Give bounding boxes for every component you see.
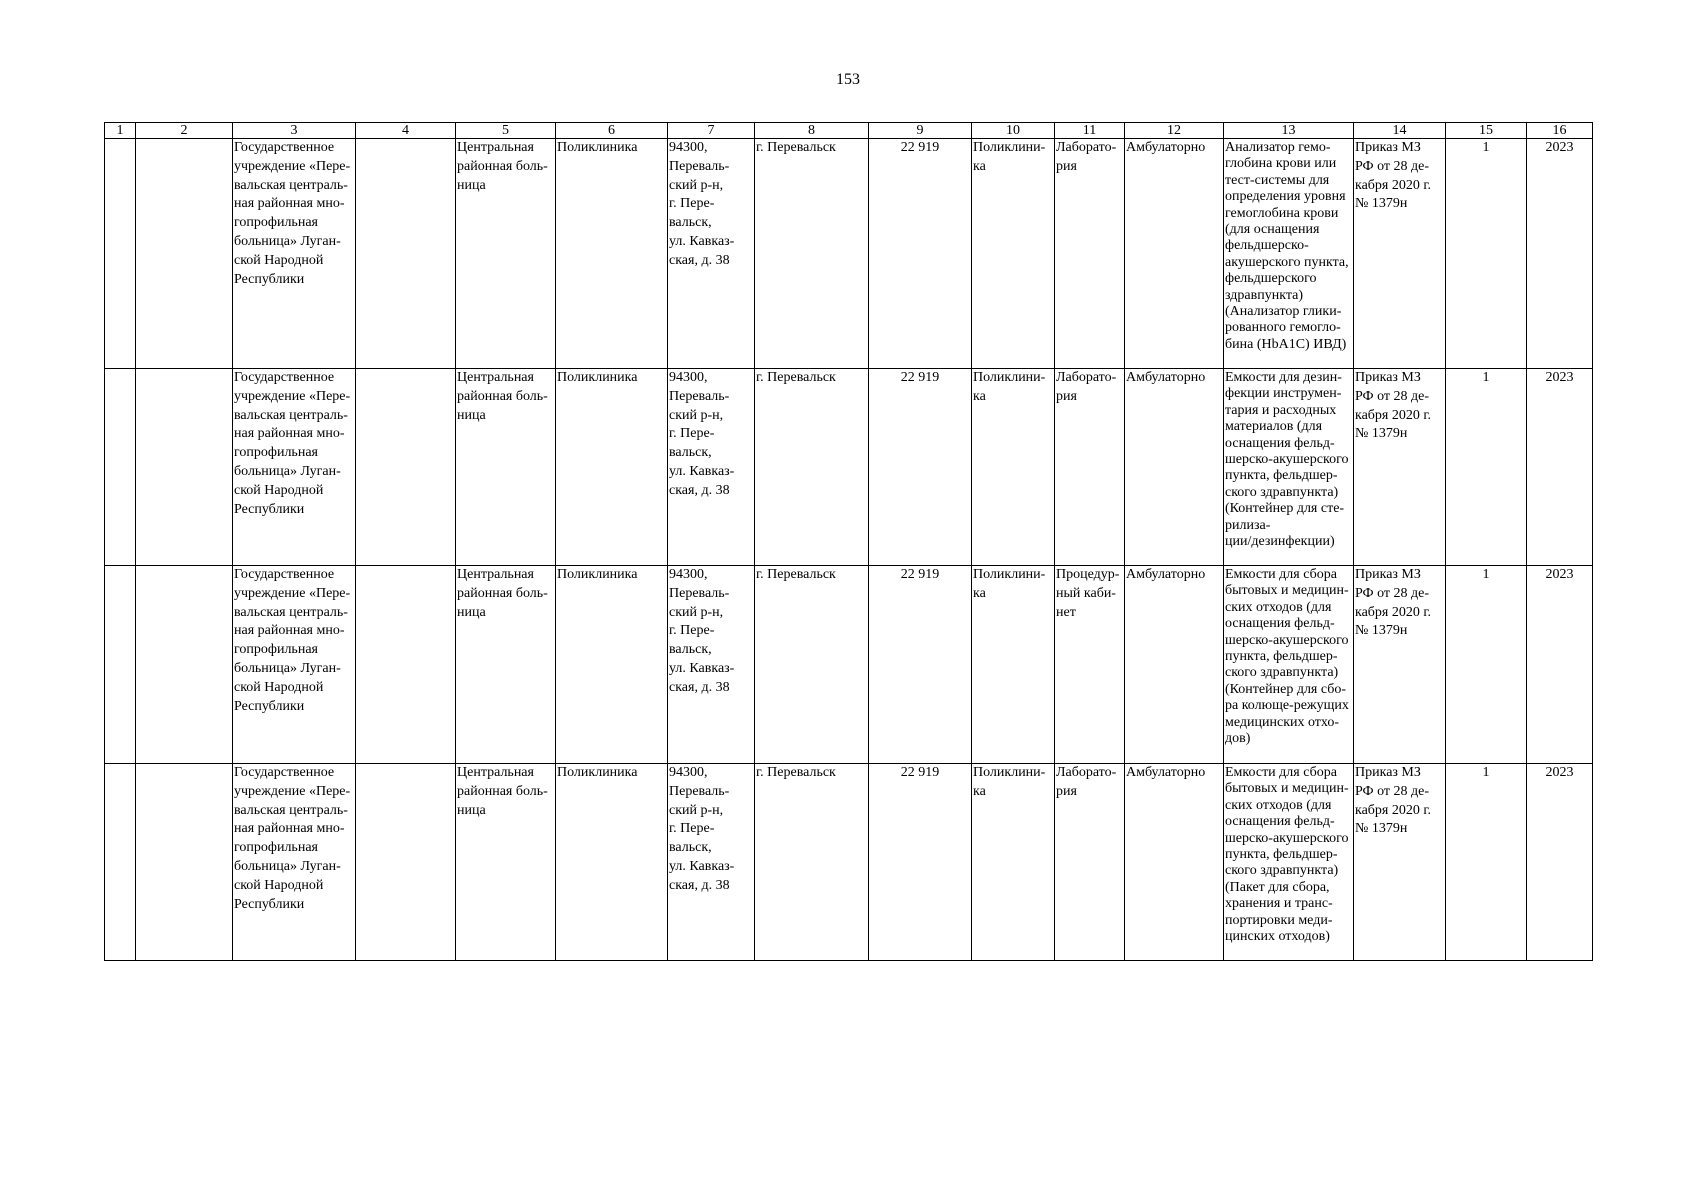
column-number-7: 7 <box>668 123 755 139</box>
order-reference-cell: Приказ МЗ РФ от 28 де- кабря 2020 г. № 1379н <box>1354 764 1446 961</box>
cell-col-4 <box>356 566 456 764</box>
year-cell: 2023 <box>1527 566 1593 764</box>
locality-cell: г. Перевальск <box>755 566 869 764</box>
table-row <box>105 566 1593 764</box>
column-number-14: 14 <box>1354 123 1446 139</box>
cell-col-1 <box>105 369 136 566</box>
care-mode-cell: Амбулаторно <box>1125 764 1224 961</box>
year-cell: 2023 <box>1527 764 1593 961</box>
cell-col-2 <box>136 764 233 961</box>
column-number-3: 3 <box>233 123 356 139</box>
population-cell: 22 919 <box>869 764 972 961</box>
department-cell: Поликлиника <box>556 369 668 566</box>
care-mode-cell: Амбулаторно <box>1125 566 1224 764</box>
room-cell: Процедур- ный каби- нет <box>1055 566 1125 764</box>
cell-col-2 <box>136 369 233 566</box>
cell-col-4 <box>356 369 456 566</box>
institution-name-cell: Государственное учреждение «Пере- вальская централь- ная районная мно- гопрофильная больница» Луган- ской Народной Республики <box>233 139 356 369</box>
facility-type-cell: Центральная районная боль- ница <box>456 139 556 369</box>
unit-cell: Поликлини- ка <box>972 764 1055 961</box>
care-mode-cell: Амбулаторно <box>1125 369 1224 566</box>
registry-table <box>104 122 1593 961</box>
column-number-16: 16 <box>1527 123 1593 139</box>
column-number-9: 9 <box>869 123 972 139</box>
institution-name-cell: Государственное учреждение «Пере- вальская централь- ная районная мно- гопрофильная больница» Луган- ской Народной Республики <box>233 764 356 961</box>
equipment-cell: Емкости для сбора бытовых и медицин- ских отходов (для оснащения фельд- шерско-акушерского пункта, фельдшер- ского здравпункта) (Контейнер для сбо- ра колюще-режущих медицинских отхо- дов) <box>1224 566 1354 764</box>
population-cell: 22 919 <box>869 369 972 566</box>
column-number-5: 5 <box>456 123 556 139</box>
locality-cell: г. Перевальск <box>755 139 869 369</box>
department-cell: Поликлиника <box>556 764 668 961</box>
unit-cell: Поликлини- ка <box>972 139 1055 369</box>
year-cell: 2023 <box>1527 369 1593 566</box>
equipment-cell: Емкости для дезин- фекции инструмен- тария и расходных материалов (для оснащения фельд- шерско-акушерского пункта, фельдшер- ского здравпункта) (Контейнер для сте- рилиза- ции/дезинфекции) <box>1224 369 1354 566</box>
room-cell: Лаборато- рия <box>1055 139 1125 369</box>
column-number-row <box>105 123 1593 139</box>
facility-type-cell: Центральная районная боль- ница <box>456 566 556 764</box>
facility-type-cell: Центральная районная боль- ница <box>456 764 556 961</box>
column-number-4: 4 <box>356 123 456 139</box>
address-cell: 94300, Переваль- ский р-н, г. Пере- вальск, ул. Кавказ- ская, д. 38 <box>668 764 755 961</box>
department-cell: Поликлиника <box>556 566 668 764</box>
column-number-10: 10 <box>972 123 1055 139</box>
locality-cell: г. Перевальск <box>755 369 869 566</box>
care-mode-cell: Амбулаторно <box>1125 139 1224 369</box>
order-reference-cell: Приказ МЗ РФ от 28 де- кабря 2020 г. № 1379н <box>1354 369 1446 566</box>
quantity-cell: 1 <box>1446 139 1527 369</box>
population-cell: 22 919 <box>869 139 972 369</box>
page-number: 153 <box>836 71 860 88</box>
address-cell: 94300, Переваль- ский р-н, г. Пере- вальск, ул. Кавказ- ская, д. 38 <box>668 566 755 764</box>
column-number-1: 1 <box>105 123 136 139</box>
department-cell: Поликлиника <box>556 139 668 369</box>
institution-name-cell: Государственное учреждение «Пере- вальская централь- ная районная мно- гопрофильная больница» Луган- ской Народной Республики <box>233 566 356 764</box>
equipment-cell: Емкости для сбора бытовых и медицин- ских отходов (для оснащения фельд- шерско-акушерского пункта, фельдшер- ского здравпункта) (Пакет для сбора, хранения и транс- портировки меди- цинских отходов) <box>1224 764 1354 961</box>
cell-col-4 <box>356 139 456 369</box>
address-cell: 94300, Переваль- ский р-н, г. Пере- вальск, ул. Кавказ- ская, д. 38 <box>668 369 755 566</box>
address-cell: 94300, Переваль- ский р-н, г. Пере- вальск, ул. Кавказ- ская, д. 38 <box>668 139 755 369</box>
room-cell: Лаборато- рия <box>1055 764 1125 961</box>
cell-col-2 <box>136 139 233 369</box>
order-reference-cell: Приказ МЗ РФ от 28 де- кабря 2020 г. № 1379н <box>1354 566 1446 764</box>
year-cell: 2023 <box>1527 139 1593 369</box>
column-number-2: 2 <box>136 123 233 139</box>
quantity-cell: 1 <box>1446 566 1527 764</box>
room-cell: Лаборато- рия <box>1055 369 1125 566</box>
column-number-8: 8 <box>755 123 869 139</box>
institution-name-cell: Государственное учреждение «Пере- вальская централь- ная районная мно- гопрофильная больница» Луган- ской Народной Республики <box>233 369 356 566</box>
cell-col-1 <box>105 764 136 961</box>
cell-col-1 <box>105 566 136 764</box>
table-row <box>105 764 1593 961</box>
column-number-6: 6 <box>556 123 668 139</box>
table-row <box>105 139 1593 369</box>
quantity-cell: 1 <box>1446 764 1527 961</box>
column-number-12: 12 <box>1125 123 1224 139</box>
unit-cell: Поликлини- ка <box>972 566 1055 764</box>
unit-cell: Поликлини- ка <box>972 369 1055 566</box>
cell-col-2 <box>136 566 233 764</box>
table-row <box>105 369 1593 566</box>
equipment-cell: Анализатор гемо- глобина крови или тест-системы для определения уровня гемоглобина крови (для оснащения фельдшерско- акушерского пункта, фельдшерского здравпункта) (Анализатор глики- рованного гемогло- бина (HbA1C) ИВД) <box>1224 139 1354 369</box>
column-number-11: 11 <box>1055 123 1125 139</box>
column-number-15: 15 <box>1446 123 1527 139</box>
locality-cell: г. Перевальск <box>755 764 869 961</box>
quantity-cell: 1 <box>1446 369 1527 566</box>
population-cell: 22 919 <box>869 566 972 764</box>
column-number-13: 13 <box>1224 123 1354 139</box>
cell-col-4 <box>356 764 456 961</box>
facility-type-cell: Центральная районная боль- ница <box>456 369 556 566</box>
cell-col-1 <box>105 139 136 369</box>
order-reference-cell: Приказ МЗ РФ от 28 де- кабря 2020 г. № 1379н <box>1354 139 1446 369</box>
